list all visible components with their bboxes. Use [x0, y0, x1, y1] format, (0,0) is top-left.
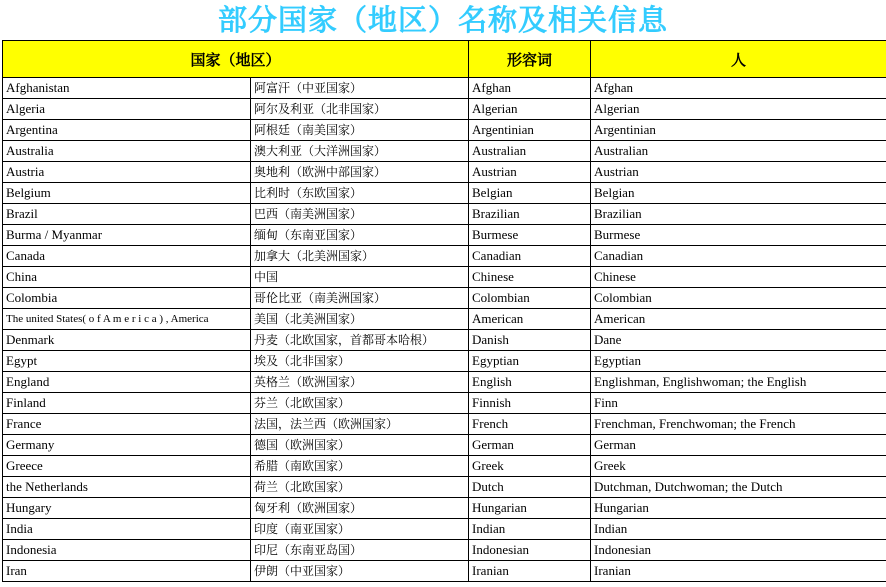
cell-adjective: Belgian [469, 183, 591, 204]
cell-adjective: Indonesian [469, 540, 591, 561]
table-row [3, 414, 886, 435]
table-row [3, 120, 886, 141]
cell-adjective: Hungarian [469, 498, 591, 519]
cell-country-english: Belgium [3, 183, 251, 204]
cell-country-chinese: 哥伦比亚（南美洲国家） [251, 288, 469, 309]
cell-adjective: Colombian [469, 288, 591, 309]
cell-country-chinese: 缅甸（东南亚国家） [251, 225, 469, 246]
cell-people: Dane [591, 330, 886, 351]
cell-adjective: Brazilian [469, 204, 591, 225]
cell-adjective: Finnish [469, 393, 591, 414]
table-row [3, 477, 886, 498]
cell-country-english: China [3, 267, 251, 288]
country-table [2, 40, 886, 582]
cell-people: Finn [591, 393, 886, 414]
cell-country-english: Austria [3, 162, 251, 183]
table-row [3, 183, 886, 204]
cell-people: Chinese [591, 267, 886, 288]
cell-adjective: Austrian [469, 162, 591, 183]
cell-adjective: French [469, 414, 591, 435]
cell-people: Algerian [591, 99, 886, 120]
cell-country-english: The united States( o f A m e r i c a ) , America [3, 309, 251, 330]
cell-country-english: Australia [3, 141, 251, 162]
cell-adjective: Greek [469, 456, 591, 477]
cell-country-chinese: 希腊（南欧国家） [251, 456, 469, 477]
cell-adjective: Chinese [469, 267, 591, 288]
table-row [3, 99, 886, 120]
cell-country-chinese: 中国 [251, 267, 469, 288]
table-row [3, 561, 886, 582]
table-row [3, 351, 886, 372]
table-row [3, 435, 886, 456]
cell-country-chinese: 匈牙利（欧洲国家） [251, 498, 469, 519]
cell-people: German [591, 435, 886, 456]
cell-country-chinese: 巴西（南美洲国家） [251, 204, 469, 225]
cell-adjective: Argentinian [469, 120, 591, 141]
table-row [3, 372, 886, 393]
cell-adjective: American [469, 309, 591, 330]
cell-people: Indonesian [591, 540, 886, 561]
cell-country-chinese: 英格兰（欧洲国家） [251, 372, 469, 393]
cell-country-chinese: 加拿大（北美洲国家） [251, 246, 469, 267]
cell-country-english: Greece [3, 456, 251, 477]
cell-people: Egyptian [591, 351, 886, 372]
cell-country-english: India [3, 519, 251, 540]
cell-country-english: Germany [3, 435, 251, 456]
cell-country-english: France [3, 414, 251, 435]
cell-country-chinese: 芬兰（北欧国家） [251, 393, 469, 414]
table-row [3, 78, 886, 99]
table-row [3, 288, 886, 309]
table-body [3, 78, 886, 582]
cell-country-english: Indonesia [3, 540, 251, 561]
table-row [3, 498, 886, 519]
table-row [3, 456, 886, 477]
cell-people: Argentinian [591, 120, 886, 141]
cell-country-english: Canada [3, 246, 251, 267]
table-row [3, 246, 886, 267]
cell-adjective: Egyptian [469, 351, 591, 372]
cell-people: Iranian [591, 561, 886, 582]
cell-country-english: Hungary [3, 498, 251, 519]
cell-adjective: Canadian [469, 246, 591, 267]
cell-people: Austrian [591, 162, 886, 183]
cell-people: Brazilian [591, 204, 886, 225]
header-people: 人 [591, 41, 886, 78]
cell-country-chinese: 阿富汗（中亚国家） [251, 78, 469, 99]
table-row [3, 225, 886, 246]
cell-people: Englishman, Englishwoman; the English [591, 372, 886, 393]
cell-people: American [591, 309, 886, 330]
cell-people: Frenchman, Frenchwoman; the French [591, 414, 886, 435]
cell-country-chinese: 阿尔及利亚（北非国家） [251, 99, 469, 120]
table-row [3, 519, 886, 540]
table-row [3, 204, 886, 225]
cell-country-english: England [3, 372, 251, 393]
table-row [3, 540, 886, 561]
cell-adjective: Indian [469, 519, 591, 540]
cell-country-chinese: 埃及（北非国家） [251, 351, 469, 372]
cell-people: Australian [591, 141, 886, 162]
header-country: 国家（地区） [3, 41, 469, 78]
header-adjective: 形容词 [469, 41, 591, 78]
cell-adjective: English [469, 372, 591, 393]
cell-country-chinese: 丹麦（北欧国家，首都哥本哈根） [251, 330, 469, 351]
cell-adjective: Danish [469, 330, 591, 351]
cell-people: Belgian [591, 183, 886, 204]
table-row [3, 267, 886, 288]
cell-adjective: Afghan [469, 78, 591, 99]
cell-country-english: Algeria [3, 99, 251, 120]
cell-country-chinese: 法国，法兰西（欧洲国家） [251, 414, 469, 435]
cell-country-english: Egypt [3, 351, 251, 372]
table-row [3, 309, 886, 330]
cell-people: Indian [591, 519, 886, 540]
cell-adjective: German [469, 435, 591, 456]
cell-people: Afghan [591, 78, 886, 99]
cell-people: Canadian [591, 246, 886, 267]
table-header-row [3, 41, 886, 78]
cell-country-chinese: 荷兰（北欧国家） [251, 477, 469, 498]
cell-country-english: Iran [3, 561, 251, 582]
cell-country-english: Afghanistan [3, 78, 251, 99]
cell-country-english: Finland [3, 393, 251, 414]
table-row [3, 162, 886, 183]
cell-country-chinese: 澳大利亚（大洋洲国家） [251, 141, 469, 162]
cell-country-chinese: 伊朗（中亚国家） [251, 561, 469, 582]
cell-country-english: Colombia [3, 288, 251, 309]
cell-country-chinese: 比利时（东欧国家） [251, 183, 469, 204]
cell-country-english: Argentina [3, 120, 251, 141]
table-row [3, 330, 886, 351]
cell-country-english: Denmark [3, 330, 251, 351]
cell-people: Burmese [591, 225, 886, 246]
cell-country-english: the Netherlands [3, 477, 251, 498]
cell-country-chinese: 阿根廷（南美国家） [251, 120, 469, 141]
cell-people: Hungarian [591, 498, 886, 519]
cell-people: Dutchman, Dutchwoman; the Dutch [591, 477, 886, 498]
cell-people: Greek [591, 456, 886, 477]
cell-country-english: Burma / Myanmar [3, 225, 251, 246]
cell-country-chinese: 奥地利（欧洲中部国家） [251, 162, 469, 183]
cell-country-chinese: 印度（南亚国家） [251, 519, 469, 540]
cell-adjective: Dutch [469, 477, 591, 498]
table-row [3, 393, 886, 414]
cell-country-chinese: 印尼（东南亚岛国） [251, 540, 469, 561]
cell-adjective: Iranian [469, 561, 591, 582]
cell-people: Colombian [591, 288, 886, 309]
page-title: 部分国家（地区）名称及相关信息 [0, 0, 886, 40]
table-row [3, 141, 886, 162]
cell-country-chinese: 美国（北美洲国家） [251, 309, 469, 330]
cell-adjective: Australian [469, 141, 591, 162]
cell-country-english: Brazil [3, 204, 251, 225]
cell-adjective: Algerian [469, 99, 591, 120]
cell-adjective: Burmese [469, 225, 591, 246]
cell-country-chinese: 德国（欧洲国家） [251, 435, 469, 456]
